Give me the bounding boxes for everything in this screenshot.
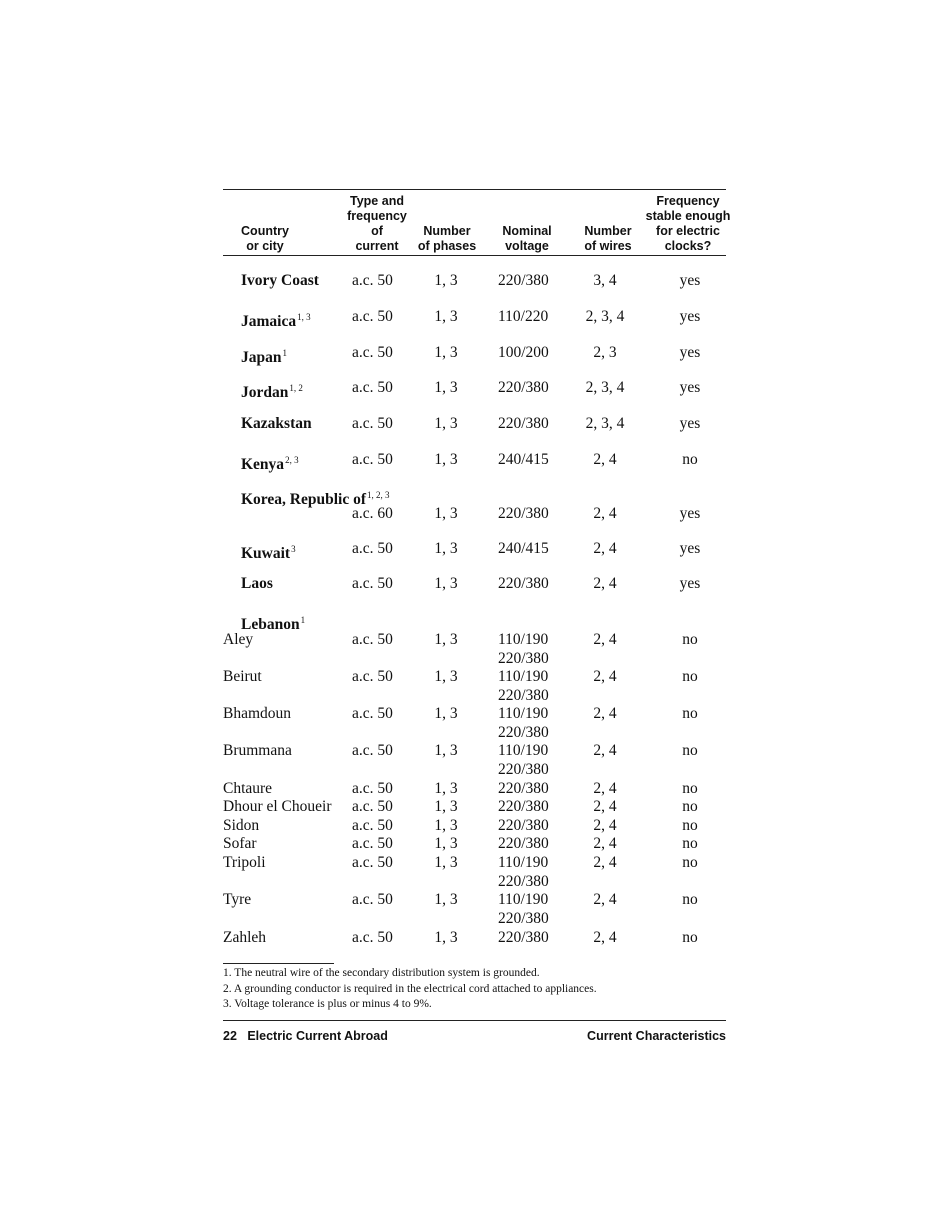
- city-name: Tripoli: [223, 854, 266, 871]
- clock-stable: yes: [679, 505, 701, 522]
- country-name: Laos: [241, 575, 273, 592]
- clock-stable: yes: [679, 540, 701, 557]
- wires: 2, 4: [593, 780, 617, 797]
- nominal-voltage: 110/190: [498, 854, 549, 871]
- city-name: Zahleh: [223, 929, 267, 946]
- phases: 1, 3: [434, 540, 458, 557]
- current-type: a.c. 50: [352, 742, 393, 759]
- phases: 1, 3: [434, 451, 458, 468]
- clock-stable: yes: [679, 344, 701, 361]
- footer-left: [223, 1029, 388, 1043]
- country-name: Ivory Coast: [241, 272, 319, 289]
- footnote-3: 3. Voltage tolerance is plus or minus 4 to 9%.: [223, 998, 432, 1010]
- phases: 1, 3: [434, 272, 458, 289]
- phases: 1, 3: [434, 817, 458, 834]
- header-type-frequency: Type and frequency of current: [347, 194, 407, 253]
- current-type: a.c. 50: [352, 272, 393, 289]
- wires: 2, 4: [593, 575, 617, 592]
- footnote-ref: 1: [300, 615, 306, 625]
- current-type: a.c. 50: [352, 891, 393, 908]
- city-name: Tyre: [223, 891, 252, 908]
- current-type: a.c. 50: [352, 817, 393, 834]
- book-title: Electric Current Abroad: [247, 1029, 388, 1043]
- phases: 1, 3: [434, 668, 458, 685]
- phases: 1, 3: [434, 575, 458, 592]
- country-row-name: [241, 451, 299, 474]
- phases: 1, 3: [434, 505, 458, 522]
- header-phases: Number of phases: [417, 224, 477, 253]
- wires: 2, 4: [593, 631, 617, 648]
- country-row-name: [241, 415, 312, 433]
- city-name: Sidon: [223, 817, 260, 834]
- clock-stable: no: [682, 742, 698, 759]
- phases: 1, 3: [434, 854, 458, 871]
- current-type: a.c. 50: [352, 798, 393, 815]
- nominal-voltage: 220/380: [498, 415, 549, 432]
- clock-stable: no: [682, 929, 698, 946]
- nominal-voltage: 220/380: [498, 723, 549, 741]
- phases: 1, 3: [434, 742, 458, 759]
- wires: 2, 3, 4: [585, 415, 625, 432]
- clock-stable: yes: [679, 379, 701, 396]
- current-type: a.c. 50: [352, 835, 393, 852]
- phases: 1, 3: [434, 415, 458, 432]
- clock-stable: yes: [679, 308, 701, 325]
- current-type: a.c. 50: [352, 308, 393, 325]
- city-name: Aley: [223, 631, 254, 648]
- wires: 2, 4: [593, 929, 617, 946]
- footnote-ref: 3: [291, 544, 296, 554]
- nominal-voltage: 220/380: [498, 760, 549, 778]
- clock-stable: no: [682, 631, 698, 648]
- clock-stable: no: [682, 780, 698, 797]
- wires: 2, 4: [593, 798, 617, 815]
- footer-rule: [223, 1020, 726, 1021]
- phases: 1, 3: [434, 780, 458, 797]
- current-type: a.c. 50: [352, 451, 393, 468]
- current-type: a.c. 50: [352, 668, 393, 685]
- current-type: a.c. 50: [352, 780, 393, 797]
- nominal-voltage: 110/190: [498, 631, 549, 648]
- nominal-voltage: 220/380: [498, 649, 549, 667]
- current-type: a.c. 50: [352, 540, 393, 557]
- wires: 2, 3, 4: [585, 308, 625, 325]
- country-row-name: [241, 379, 303, 402]
- footer-section: Current Characteristics: [587, 1029, 726, 1043]
- clock-stable: no: [682, 854, 698, 871]
- footnote-rule: [223, 963, 334, 964]
- clock-stable: no: [682, 668, 698, 685]
- country-name: Korea, Republic of: [241, 491, 366, 508]
- clock-stable: no: [682, 817, 698, 834]
- nominal-voltage: 100/200: [498, 344, 549, 361]
- nominal-voltage: 220/380: [498, 272, 549, 289]
- current-type: a.c. 50: [352, 415, 393, 432]
- country-row-name: [241, 272, 319, 290]
- wires: 2, 4: [593, 854, 617, 871]
- wires: 2, 4: [593, 505, 617, 522]
- country-name: Jordan: [241, 384, 289, 401]
- country-name: Lebanon: [241, 616, 300, 633]
- city-name: Dhour el Choueir: [223, 798, 332, 815]
- country-row-name: [241, 308, 311, 331]
- wires: 2, 4: [593, 451, 617, 468]
- current-type: a.c. 50: [352, 854, 393, 871]
- nominal-voltage: 220/380: [498, 780, 549, 797]
- city-name: Bhamdoun: [223, 705, 292, 722]
- footnote-ref: 1, 2: [289, 383, 303, 393]
- footnote-ref: 2, 3: [285, 455, 299, 465]
- current-type: a.c. 50: [352, 631, 393, 648]
- phases: 1, 3: [434, 308, 458, 325]
- nominal-voltage: 220/380: [498, 872, 549, 890]
- country-name: Kuwait: [241, 545, 291, 562]
- current-type: a.c. 50: [352, 929, 393, 946]
- country-name: Jamaica: [241, 313, 297, 330]
- phases: 1, 3: [434, 705, 458, 722]
- country-row-name: [241, 540, 296, 563]
- country-row-name: [241, 344, 287, 367]
- clock-stable: yes: [679, 575, 701, 592]
- current-type: a.c. 50: [352, 705, 393, 722]
- nominal-voltage: 220/380: [498, 798, 549, 815]
- wires: 2, 3: [593, 344, 617, 361]
- city-name: Chtaure: [223, 780, 273, 797]
- clock-stable: no: [682, 451, 698, 468]
- wires: 2, 4: [593, 891, 617, 908]
- header-voltage: Nominal voltage: [502, 224, 552, 253]
- nominal-voltage: 220/380: [498, 379, 549, 396]
- clock-stable: no: [682, 705, 698, 722]
- country-row-name: [241, 575, 273, 593]
- nominal-voltage: 110/190: [498, 891, 549, 908]
- nominal-voltage: 240/415: [498, 451, 549, 468]
- phases: 1, 3: [434, 379, 458, 396]
- current-type: a.c. 50: [352, 379, 393, 396]
- current-type: a.c. 50: [352, 575, 393, 592]
- footnotes: [223, 966, 597, 1013]
- footnote-1: 1. The neutral wire of the secondary distribution system is grounded.: [223, 967, 540, 979]
- clock-stable: no: [682, 891, 698, 908]
- phases: 1, 3: [434, 929, 458, 946]
- city-name: Brummana: [223, 742, 292, 759]
- footnote-ref: 1, 2, 3: [367, 490, 390, 500]
- nominal-voltage: 240/415: [498, 540, 549, 557]
- wires: 3, 4: [593, 272, 617, 289]
- wires: 2, 4: [593, 742, 617, 759]
- current-type: a.c. 50: [352, 344, 393, 361]
- country-name: Japan: [241, 349, 282, 366]
- header-wires: Number of wires: [584, 224, 632, 253]
- footnote-2: 2. A grounding conductor is required in the electrical cord attached to appliances.: [223, 982, 597, 995]
- phases: 1, 3: [434, 835, 458, 852]
- nominal-voltage: 220/380: [498, 909, 549, 927]
- nominal-voltage: 220/380: [498, 686, 549, 704]
- nominal-voltage: 110/190: [498, 705, 549, 722]
- wires: 2, 4: [593, 817, 617, 834]
- nominal-voltage: 220/380: [498, 835, 549, 852]
- wires: 2, 4: [593, 540, 617, 557]
- nominal-voltage: 220/380: [498, 575, 549, 592]
- nominal-voltage: 110/190: [498, 668, 549, 685]
- nominal-voltage: 220/380: [498, 929, 549, 946]
- footnote-ref: 1: [282, 348, 287, 358]
- country-name: Kenya: [241, 456, 285, 473]
- nominal-voltage: 110/190: [498, 742, 549, 759]
- current-type: a.c. 60: [352, 505, 393, 522]
- phases: 1, 3: [434, 891, 458, 908]
- phases: 1, 3: [434, 631, 458, 648]
- city-name: Beirut: [223, 668, 262, 685]
- phases: 1, 3: [434, 344, 458, 361]
- page-number: 22: [223, 1029, 237, 1043]
- wires: 2, 4: [593, 668, 617, 685]
- header-country: Country or city: [241, 224, 289, 253]
- table-header-rule: [223, 255, 726, 256]
- clock-stable: no: [682, 835, 698, 852]
- wires: 2, 3, 4: [585, 379, 625, 396]
- phases: 1, 3: [434, 798, 458, 815]
- header-clock-stable: Frequency stable enough for electric clocks?: [645, 194, 731, 253]
- city-name: Sofar: [223, 835, 257, 852]
- nominal-voltage: 110/220: [498, 308, 549, 325]
- footnote-ref: 1, 3: [297, 312, 311, 322]
- nominal-voltage: 220/380: [498, 817, 549, 834]
- clock-stable: yes: [679, 415, 701, 432]
- clock-stable: no: [682, 798, 698, 815]
- country-name: Kazakstan: [241, 415, 312, 432]
- table-top-rule: [223, 189, 726, 190]
- wires: 2, 4: [593, 835, 617, 852]
- wires: 2, 4: [593, 705, 617, 722]
- nominal-voltage: 220/380: [498, 505, 549, 522]
- clock-stable: yes: [679, 272, 701, 289]
